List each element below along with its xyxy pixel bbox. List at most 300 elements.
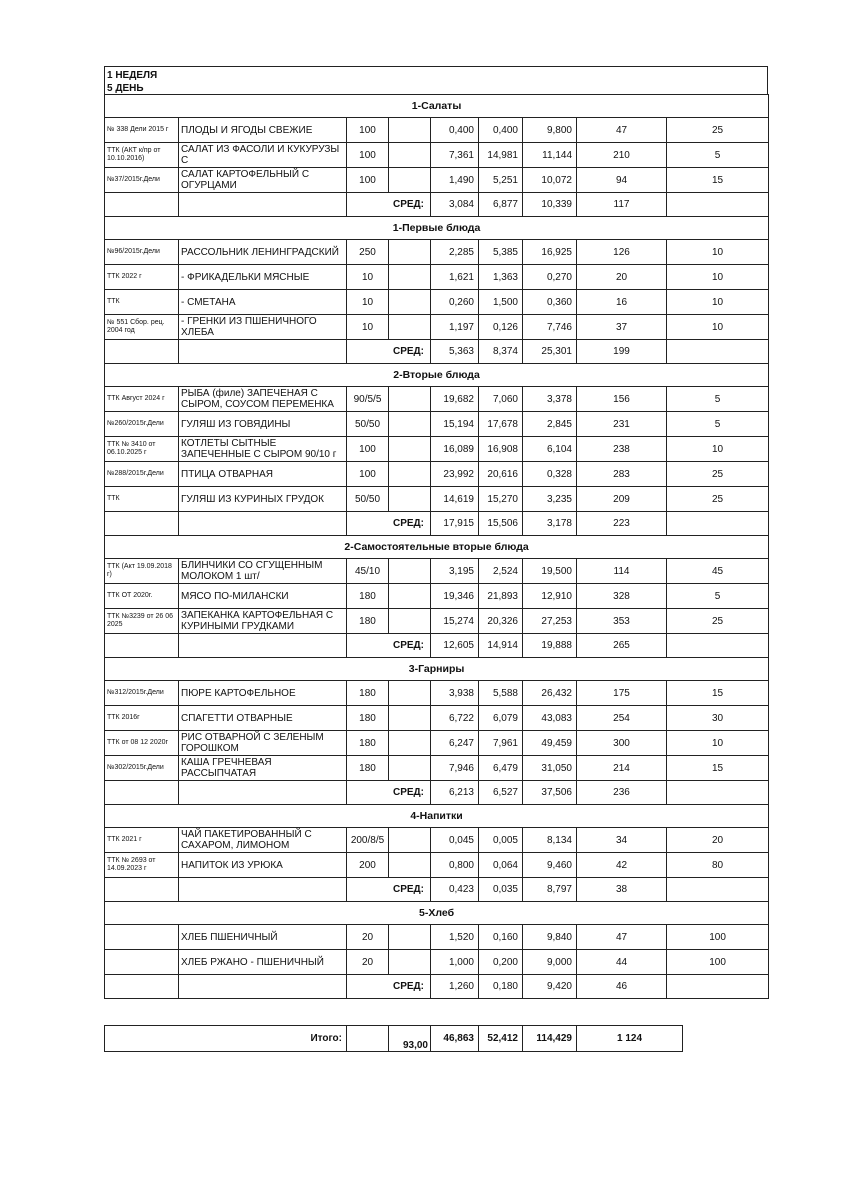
price: 10 [667, 731, 769, 756]
portion: 250 [347, 240, 389, 265]
price: 10 [667, 240, 769, 265]
recipe-code: ТТК 2022 г [105, 265, 179, 290]
fat: 7,961 [479, 731, 523, 756]
table-row [105, 559, 769, 584]
kcal: 175 [577, 681, 667, 706]
portion: 20 [347, 950, 389, 975]
recipe-code: № 551 Сбор. рец. 2004 год [105, 315, 179, 340]
empty-cell [389, 437, 431, 462]
carbs: 43,083 [523, 706, 577, 731]
recipe-code: №96/2015г.Дели [105, 240, 179, 265]
table-row [105, 853, 769, 878]
price: 5 [667, 584, 769, 609]
avg-protein: 5,363 [431, 340, 479, 364]
recipe-code [105, 925, 179, 950]
fat: 0,005 [479, 828, 523, 853]
empty-cell [389, 387, 431, 412]
average-label: СРЕД: [347, 512, 431, 536]
avg-fat: 0,035 [479, 878, 523, 902]
price: 10 [667, 437, 769, 462]
empty-cell [389, 609, 431, 634]
price: 25 [667, 118, 769, 143]
empty-cell [105, 512, 179, 536]
recipe-code: ТТК ОТ 2020г. [105, 584, 179, 609]
empty-cell [667, 878, 769, 902]
table-row [105, 437, 769, 462]
recipe-code: №260/2015г.Дели [105, 412, 179, 437]
portion: 180 [347, 706, 389, 731]
dish-name: КОТЛЕТЫ СЫТНЫЕ ЗАПЕЧЕННЫЕ С СЫРОМ 90/10 г [179, 437, 347, 462]
price: 20 [667, 828, 769, 853]
dish-name: ПТИЦА ОТВАРНАЯ [179, 462, 347, 487]
dish-name: ХЛЕБ ПШЕНИЧНЫЙ [179, 925, 347, 950]
fat: 20,326 [479, 609, 523, 634]
recipe-code: ТТК №3239 от 26 06 2025 [105, 609, 179, 634]
dish-name: ПЛОДЫ И ЯГОДЫ СВЕЖИЕ [179, 118, 347, 143]
price: 10 [667, 315, 769, 340]
portion: 90/5/5 [347, 387, 389, 412]
recipe-code: ТТК [105, 290, 179, 315]
portion: 100 [347, 143, 389, 168]
dish-name: СПАГЕТТИ ОТВАРНЫЕ [179, 706, 347, 731]
total-protein: 46,863 [431, 1026, 479, 1052]
fat: 0,400 [479, 118, 523, 143]
recipe-code: ТТК (Акт 19.09.2018 г) [105, 559, 179, 584]
recipe-code: №302/2015г.Дели [105, 756, 179, 781]
price: 10 [667, 290, 769, 315]
section-title: 2-Вторые блюда [105, 364, 769, 387]
avg-protein: 1,260 [431, 975, 479, 999]
recipe-code: № 338 Дели 2015 г [105, 118, 179, 143]
price: 5 [667, 387, 769, 412]
average-row [105, 781, 769, 805]
portion: 100 [347, 168, 389, 193]
empty-cell [389, 315, 431, 340]
carbs: 27,253 [523, 609, 577, 634]
menu-table [104, 94, 769, 999]
empty-cell [389, 168, 431, 193]
kcal: 126 [577, 240, 667, 265]
avg-carbs: 19,888 [523, 634, 577, 658]
carbs: 16,925 [523, 240, 577, 265]
price: 30 [667, 706, 769, 731]
dish-name: ЗАПЕКАНКА КАРТОФЕЛЬНАЯ С КУРИНЫМИ ГРУДКАМИ [179, 609, 347, 634]
fat: 1,500 [479, 290, 523, 315]
table-row [105, 290, 769, 315]
portion: 180 [347, 584, 389, 609]
recipe-code: №288/2015г.Дели [105, 462, 179, 487]
carbs: 19,500 [523, 559, 577, 584]
total-carbs: 114,429 [523, 1026, 577, 1052]
portion: 10 [347, 265, 389, 290]
table-row [105, 387, 769, 412]
fat: 6,079 [479, 706, 523, 731]
price: 45 [667, 559, 769, 584]
recipe-code: №312/2015г.Дели [105, 681, 179, 706]
avg-kcal: 117 [577, 193, 667, 217]
portion: 100 [347, 462, 389, 487]
table-row [105, 706, 769, 731]
empty-cell [389, 853, 431, 878]
carbs: 9,840 [523, 925, 577, 950]
section-title: 3-Гарниры [105, 658, 769, 681]
fat: 0,064 [479, 853, 523, 878]
recipe-code: №37/2015г.Дели [105, 168, 179, 193]
avg-kcal: 38 [577, 878, 667, 902]
empty-cell [667, 193, 769, 217]
protein: 15,194 [431, 412, 479, 437]
carbs: 3,235 [523, 487, 577, 512]
dish-name: ХЛЕБ РЖАНО - ПШЕНИЧНЫЙ [179, 950, 347, 975]
recipe-code: ТТК Август 2024 г [105, 387, 179, 412]
protein: 0,400 [431, 118, 479, 143]
average-label: СРЕД: [347, 193, 431, 217]
avg-carbs: 3,178 [523, 512, 577, 536]
empty-cell [179, 512, 347, 536]
protein: 0,260 [431, 290, 479, 315]
dish-name: БЛИНЧИКИ СО СГУЩЕННЫМ МОЛОКОМ 1 шт/ [179, 559, 347, 584]
kcal: 16 [577, 290, 667, 315]
carbs: 26,432 [523, 681, 577, 706]
portion: 200/8/5 [347, 828, 389, 853]
protein: 1,520 [431, 925, 479, 950]
portion: 100 [347, 118, 389, 143]
dish-name: - СМЕТАНА [179, 290, 347, 315]
fat: 7,060 [479, 387, 523, 412]
kcal: 47 [577, 925, 667, 950]
protein: 3,938 [431, 681, 479, 706]
table-row [105, 609, 769, 634]
empty-cell [179, 781, 347, 805]
average-row [105, 634, 769, 658]
week-label: 1 НЕДЕЛЯ [107, 70, 158, 81]
avg-kcal: 236 [577, 781, 667, 805]
table-row [105, 462, 769, 487]
fat: 5,588 [479, 681, 523, 706]
avg-kcal: 265 [577, 634, 667, 658]
recipe-code: ТТК 2021 г [105, 828, 179, 853]
avg-kcal: 199 [577, 340, 667, 364]
avg-protein: 17,915 [431, 512, 479, 536]
price: 5 [667, 143, 769, 168]
avg-carbs: 25,301 [523, 340, 577, 364]
section-title: 1-Салаты [105, 95, 769, 118]
table-row [105, 950, 769, 975]
price: 100 [667, 950, 769, 975]
empty-cell [389, 143, 431, 168]
empty-cell [389, 118, 431, 143]
empty-cell [105, 340, 179, 364]
empty-cell [389, 487, 431, 512]
avg-protein: 3,084 [431, 193, 479, 217]
avg-kcal: 223 [577, 512, 667, 536]
empty-cell [105, 781, 179, 805]
price: 25 [667, 462, 769, 487]
carbs: 9,800 [523, 118, 577, 143]
average-label: СРЕД: [347, 878, 431, 902]
dish-name: - ГРЕНКИ ИЗ ПШЕНИЧНОГО ХЛЕБА [179, 315, 347, 340]
empty-cell [389, 925, 431, 950]
total-weight: 93,00 [389, 1026, 431, 1052]
kcal: 283 [577, 462, 667, 487]
table-row [105, 681, 769, 706]
price: 10 [667, 265, 769, 290]
kcal: 20 [577, 265, 667, 290]
price: 25 [667, 487, 769, 512]
protein: 23,992 [431, 462, 479, 487]
kcal: 209 [577, 487, 667, 512]
table-row [105, 412, 769, 437]
table-row [105, 315, 769, 340]
avg-carbs: 9,420 [523, 975, 577, 999]
kcal: 94 [577, 168, 667, 193]
recipe-code [105, 950, 179, 975]
total-label: Итого: [105, 1026, 347, 1052]
carbs: 0,328 [523, 462, 577, 487]
total-kcal: 1 124 [577, 1026, 683, 1052]
empty-cell [179, 634, 347, 658]
empty-cell [389, 828, 431, 853]
avg-carbs: 37,506 [523, 781, 577, 805]
recipe-code: ТТК № 2693 от 14.09.2023 г [105, 853, 179, 878]
kcal: 44 [577, 950, 667, 975]
table-row [105, 168, 769, 193]
portion: 180 [347, 756, 389, 781]
table-row [105, 118, 769, 143]
section-header [105, 364, 769, 387]
fat: 5,251 [479, 168, 523, 193]
fat: 0,200 [479, 950, 523, 975]
section-header [105, 95, 769, 118]
section-header [105, 805, 769, 828]
kcal: 231 [577, 412, 667, 437]
portion: 180 [347, 681, 389, 706]
empty-cell [179, 193, 347, 217]
protein: 3,195 [431, 559, 479, 584]
average-row [105, 340, 769, 364]
dish-name: РАССОЛЬНИК ЛЕНИНГРАДСКИЙ [179, 240, 347, 265]
carbs: 2,845 [523, 412, 577, 437]
empty-cell [389, 412, 431, 437]
protein: 7,361 [431, 143, 479, 168]
protein: 1,621 [431, 265, 479, 290]
table-row [105, 240, 769, 265]
empty-cell [389, 462, 431, 487]
empty-cell [389, 731, 431, 756]
recipe-code: ТТК (АКТ к/пр от 10.10.2016) [105, 143, 179, 168]
fat: 2,524 [479, 559, 523, 584]
dish-name: НАПИТОК ИЗ УРЮКА [179, 853, 347, 878]
carbs: 8,134 [523, 828, 577, 853]
dish-name: ГУЛЯШ ИЗ КУРИНЫХ ГРУДОК [179, 487, 347, 512]
fat: 0,126 [479, 315, 523, 340]
table-row [105, 925, 769, 950]
kcal: 47 [577, 118, 667, 143]
carbs: 10,072 [523, 168, 577, 193]
protein: 7,946 [431, 756, 479, 781]
protein: 1,490 [431, 168, 479, 193]
section-header [105, 536, 769, 559]
section-title: 5-Хлеб [105, 902, 769, 925]
total-empty [347, 1026, 389, 1052]
kcal: 37 [577, 315, 667, 340]
table-row [105, 731, 769, 756]
portion: 200 [347, 853, 389, 878]
day-label: 5 ДЕНЬ [107, 83, 144, 94]
kcal: 210 [577, 143, 667, 168]
carbs: 49,459 [523, 731, 577, 756]
carbs: 7,746 [523, 315, 577, 340]
empty-cell [667, 512, 769, 536]
portion: 180 [347, 609, 389, 634]
avg-carbs: 8,797 [523, 878, 577, 902]
carbs: 12,910 [523, 584, 577, 609]
average-label: СРЕД: [347, 975, 431, 999]
price: 5 [667, 412, 769, 437]
empty-cell [389, 756, 431, 781]
empty-cell [389, 706, 431, 731]
recipe-code: ТТК 2016г [105, 706, 179, 731]
dish-name: ПЮРЕ КАРТОФЕЛЬНОЕ [179, 681, 347, 706]
empty-cell [179, 878, 347, 902]
table-row [105, 143, 769, 168]
price: 15 [667, 168, 769, 193]
table-row [105, 265, 769, 290]
protein: 0,045 [431, 828, 479, 853]
empty-cell [667, 975, 769, 999]
avg-fat: 14,914 [479, 634, 523, 658]
avg-fat: 15,506 [479, 512, 523, 536]
kcal: 254 [577, 706, 667, 731]
portion: 10 [347, 290, 389, 315]
section-title: 1-Первые блюда [105, 217, 769, 240]
table-row [105, 756, 769, 781]
portion: 180 [347, 731, 389, 756]
portion: 10 [347, 315, 389, 340]
menu-sheet [104, 66, 768, 999]
section-header [105, 658, 769, 681]
carbs: 31,050 [523, 756, 577, 781]
kcal: 114 [577, 559, 667, 584]
protein: 1,197 [431, 315, 479, 340]
table-row [105, 828, 769, 853]
carbs: 0,360 [523, 290, 577, 315]
average-row [105, 878, 769, 902]
average-row [105, 512, 769, 536]
empty-cell [105, 634, 179, 658]
dish-name: САЛАТ КАРТОФЕЛЬНЫЙ С ОГУРЦАМИ [179, 168, 347, 193]
price: 100 [667, 925, 769, 950]
average-label: СРЕД: [347, 781, 431, 805]
empty-cell [105, 975, 179, 999]
kcal: 328 [577, 584, 667, 609]
dish-name: - ФРИКАДЕЛЬКИ МЯСНЫЕ [179, 265, 347, 290]
fat: 16,908 [479, 437, 523, 462]
avg-protein: 6,213 [431, 781, 479, 805]
fat: 14,981 [479, 143, 523, 168]
carbs: 9,000 [523, 950, 577, 975]
average-row [105, 193, 769, 217]
kcal: 214 [577, 756, 667, 781]
fat: 20,616 [479, 462, 523, 487]
protein: 19,682 [431, 387, 479, 412]
total-fat: 52,412 [479, 1026, 523, 1052]
recipe-code: ТТК № 3410 от 06.10.2025 г [105, 437, 179, 462]
average-row [105, 975, 769, 999]
fat: 0,160 [479, 925, 523, 950]
avg-fat: 8,374 [479, 340, 523, 364]
table-row [105, 487, 769, 512]
protein: 6,722 [431, 706, 479, 731]
fat: 15,270 [479, 487, 523, 512]
avg-fat: 6,527 [479, 781, 523, 805]
avg-protein: 0,423 [431, 878, 479, 902]
carbs: 11,144 [523, 143, 577, 168]
recipe-code: ТТК [105, 487, 179, 512]
dish-name: ГУЛЯШ ИЗ ГОВЯДИНЫ [179, 412, 347, 437]
dish-name: МЯСО ПО-МИЛАНСКИ [179, 584, 347, 609]
fat: 17,678 [479, 412, 523, 437]
section-title: 2-Самостоятельные вторые блюда [105, 536, 769, 559]
carbs: 0,270 [523, 265, 577, 290]
average-label: СРЕД: [347, 340, 431, 364]
fat: 5,385 [479, 240, 523, 265]
dish-name: ЧАЙ ПАКЕТИРОВАННЫЙ С САХАРОМ, ЛИМОНОМ [179, 828, 347, 853]
section-title: 4-Напитки [105, 805, 769, 828]
kcal: 300 [577, 731, 667, 756]
empty-cell [105, 878, 179, 902]
kcal: 238 [577, 437, 667, 462]
avg-fat: 0,180 [479, 975, 523, 999]
protein: 15,274 [431, 609, 479, 634]
protein: 0,800 [431, 853, 479, 878]
recipe-code: ТТК от 08 12 2020г [105, 731, 179, 756]
dish-name: САЛАТ ИЗ ФАСОЛИ И КУКУРУЗЫ С [179, 143, 347, 168]
empty-cell [389, 290, 431, 315]
fat: 21,893 [479, 584, 523, 609]
total-row [104, 1025, 683, 1052]
empty-cell [667, 340, 769, 364]
average-label: СРЕД: [347, 634, 431, 658]
empty-cell [179, 340, 347, 364]
avg-protein: 12,605 [431, 634, 479, 658]
kcal: 156 [577, 387, 667, 412]
portion: 50/50 [347, 487, 389, 512]
portion: 20 [347, 925, 389, 950]
carbs: 3,378 [523, 387, 577, 412]
price: 80 [667, 853, 769, 878]
table-row [105, 584, 769, 609]
protein: 6,247 [431, 731, 479, 756]
price: 15 [667, 681, 769, 706]
portion: 100 [347, 437, 389, 462]
protein: 19,346 [431, 584, 479, 609]
empty-cell [389, 681, 431, 706]
empty-cell [667, 781, 769, 805]
dish-name: РЫБА (филе) ЗАПЕЧЕНАЯ С СЫРОМ, СОУСОМ ПЕРЕМЕНКА [179, 387, 347, 412]
fat: 1,363 [479, 265, 523, 290]
avg-kcal: 46 [577, 975, 667, 999]
avg-carbs: 10,339 [523, 193, 577, 217]
dish-name: КАША ГРЕЧНЕВАЯ РАССЫПЧАТАЯ [179, 756, 347, 781]
protein: 14,619 [431, 487, 479, 512]
price: 25 [667, 609, 769, 634]
carbs: 9,460 [523, 853, 577, 878]
fat: 6,479 [479, 756, 523, 781]
protein: 16,089 [431, 437, 479, 462]
portion: 50/50 [347, 412, 389, 437]
empty-cell [389, 559, 431, 584]
